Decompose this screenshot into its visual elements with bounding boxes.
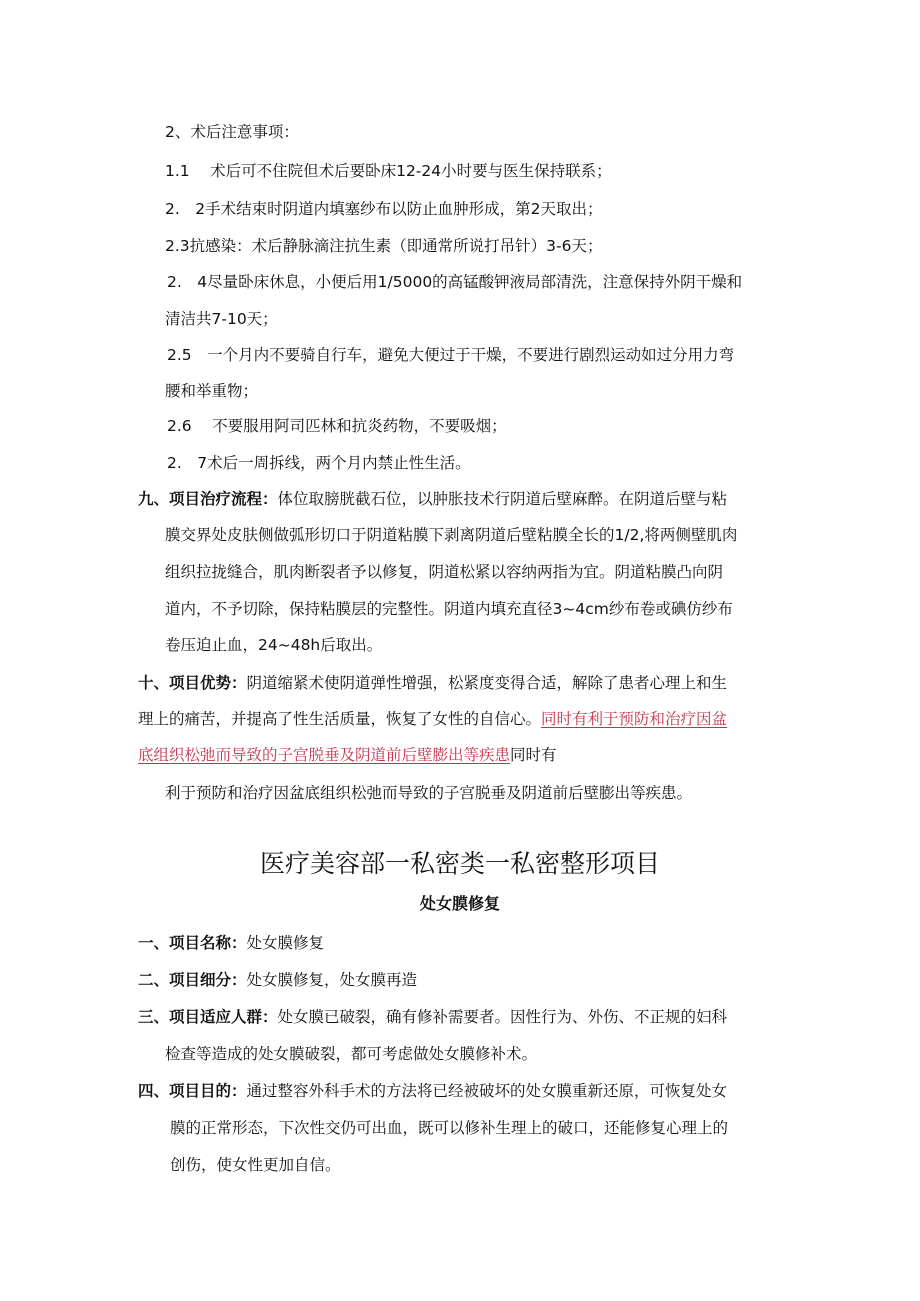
item-2-heading: 二、项目细分： [138,971,247,989]
postop-item-2-4-cont: 清洁共7-10天； [165,310,278,328]
section9-heading: 九、项目治疗流程： [138,490,278,508]
postop-item-2-5-cont: 腰和举重物； [165,382,259,400]
postop-item-2-5: 2.5 一个月内不要骑自行车，避免大便过于干燥，不要进行剧烈运动如过分用力弯 [167,346,735,364]
postop-item-2-2: 2. 2手术结束时阴道内填塞纱布以防止血肿形成，第2天取出； [165,200,603,218]
page-subtitle: 处女膜修复 [419,894,500,913]
item-4 [138,1081,727,1101]
section9-text: 体位取膀胱截石位，以肿胀技术行阴道后壁麻醉。在阴道后壁与粘 [277,490,728,508]
item-1-heading: 一、项目名称： [138,934,247,952]
section10-line2-normal: 理上的痛苦，并提高了性生活质量，恢复了女性的自信心。 [138,710,542,728]
section9-line-5: 卷压迫止血，24~48h后取出。 [165,636,383,654]
item-3-cont: 检查等造成的处女膜破裂，都可考虑做处女膜修补术。 [165,1045,538,1063]
item-3-heading: 三、项目适应人群： [138,1008,278,1026]
postop-item-2-3: 2.3抗感染：术后静脉滴注抗生素（即通常所说打吊针）3-6天； [165,237,603,255]
item-1 [138,933,324,953]
item-4-cont2: 创伤，使女性更加自信。 [170,1156,341,1174]
section9-line-3: 组织拉拢缝合，肌肉断裂者予以修复，阴道松紧以容纳两指为宜。阴道粘膜凸向阴 [165,563,724,581]
postop-item-2-4: 2. 4尽量卧床休息，小便后用1/5000的高锰酸钾液局部清洗，注意保持外阴干燥和 [167,273,743,291]
section10-text: 阴道缩紧术使阴道弹性增强，松紧度变得合适，解除了患者心理上和生 [246,674,728,692]
item-3-text: 处女膜已破裂，确有修补需要者。因性行为、外伤、不正规的妇科 [277,1008,728,1026]
page-title: 医疗美容部一私密类一私密整形项目 [259,849,660,878]
section10-line2-highlight: 同时有利于预防和治疗因盆 [541,710,728,728]
section9-line-4: 道内，不予切除，保持粘膜层的完整性。阴道内填充直径3~4cm纱布卷或碘仿纱布 [165,600,733,618]
section10-line3-normal: 同时有 [510,746,557,764]
postop-item-2-7: 2. 7术后一周拆线，两个月内禁止性生活。 [167,454,471,472]
section9-line-1 [138,489,727,509]
item-3 [138,1007,727,1027]
item-2 [138,970,417,990]
section9-line-2: 膜交界处皮肤侧做弧形切口于阴道粘膜下剥离阴道后壁粘膜全长的1/2,将两侧壁肌肉 [165,526,738,544]
item-4-heading: 四、项目目的： [138,1082,247,1100]
section10-line3-highlight: 底组织松弛而导致的子宫脱垂及阴道前后壁膨出等疾患 [138,746,511,764]
postop-heading: 2、术后注意事项： [165,123,299,141]
section10-line-2 [138,709,727,729]
section10-line-4: 利于预防和治疗因盆底组织松弛而导致的子宫脱垂及阴道前后壁膨出等疾患。 [165,784,693,802]
item-4-text: 通过整容外科手术的方法将已经被破坏的处女膜重新还原，可恢复处女 [246,1082,728,1100]
postop-item-1-1: 1.1 术后可不住院但术后要卧床12-24小时要与医生保持联系； [165,162,612,180]
item-4-cont: 膜的正常形态，下次性交仍可出血，既可以修补生理上的破口，还能修复心理上的 [170,1119,729,1137]
postop-item-2-6: 2.6 不要服用阿司匹林和抗炎药物，不要吸烟； [167,417,507,435]
item-1-text: 处女膜修复 [246,934,325,952]
section10-line-1 [138,673,727,693]
item-2-text: 处女膜修复，处女膜再造 [246,971,418,989]
section10-line-3 [138,745,557,765]
section10-heading: 十、项目优势： [138,674,247,692]
